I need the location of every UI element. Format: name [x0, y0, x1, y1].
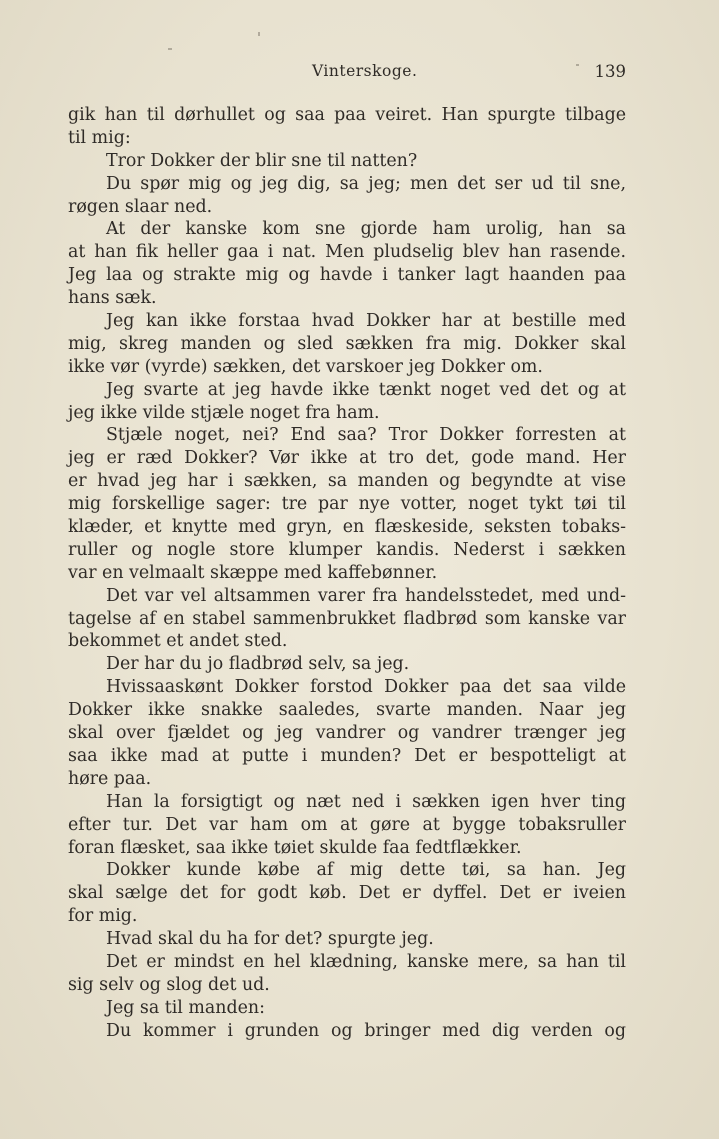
text-line: mig, skreg manden og sled sækken fra mig. Dokker skal: [68, 333, 626, 354]
running-head: Vinterskoge.: [312, 62, 418, 80]
text-line: høre paa.: [68, 768, 152, 789]
text-line: Der har du jo fladbrød selv, sa jeg.: [106, 654, 410, 675]
text-line: Stjæle noget, nei? End saa? Tror Dokker forresten at: [106, 425, 626, 446]
text-line: Hvissaaskønt Dokker forstod Dokker paa det saa vilde: [106, 677, 626, 698]
text-line: Jeg laa og strakte mig og havde i tanker lagt haanden paa: [68, 265, 626, 286]
text-line: efter tur. Det var ham om at gøre at bygge tobaksruller: [68, 814, 626, 835]
text-line: At der kanske kom sne gjorde ham urolig, han sa: [106, 219, 626, 240]
text-line: klæder, et knytte med gryn, en flæskeside, seksten tobaks-: [68, 517, 626, 538]
text-line: ikke vør (vyrde) sækken, det varskoer jeg Dokker om.: [68, 356, 543, 377]
text-line: foran flæsket, saa ikke tøiet skulde faa fedtflækker.: [68, 837, 522, 858]
text-line: Du kommer i grunden og bringer med dig verden og: [106, 1020, 626, 1041]
text-line: mig forskellige sager: tre par nye votter, noget tykt tøi til: [68, 494, 626, 515]
text-line: at han fik heller gaa i nat. Men pludselig blev han rasende.: [68, 242, 626, 263]
text-line: skal over fjældet og jeg vandrer og vandrer trænger jeg: [68, 723, 626, 744]
page-header: [0, 62, 719, 86]
print-speck: [258, 32, 260, 36]
text-line: gik han til dørhullet og saa paa veiret. Han spurgte tilbage: [68, 105, 626, 125]
text-line: jeg er ræd Dokker? Vør ikke at tro det, gode mand. Her: [68, 448, 626, 469]
text-line: Jeg kan ikke forstaa hvad Dokker har at bestille med: [106, 311, 626, 332]
text-line: Det var vel altsammen varer fra handelsstedet, med und-: [106, 585, 626, 606]
text-line: Jeg svarte at jeg havde ikke tænkt noget ved det og at: [106, 379, 626, 400]
text-line: var en velmaalt skæppe med kaffebønner.: [68, 562, 438, 583]
page-number: 139: [594, 62, 626, 81]
text-line: sig selv og slog det ud.: [68, 974, 270, 995]
text-line: Hvad skal du ha for det? spurgte jeg.: [106, 929, 434, 950]
text-line: tagelse af en stabel sammenbrukket fladbrød som kanske var: [68, 608, 626, 629]
text-line: Du spør mig og jeg dig, sa jeg; men det ser ud til sne,: [106, 173, 626, 194]
body-text: [68, 104, 626, 1043]
text-line: saa ikke mad at putte i munden? Det er bespotteligt at: [68, 745, 626, 766]
text-line: Det er mindst en hel klædning, kanske mere, sa han til: [106, 951, 626, 972]
text-line: Jeg sa til manden:: [106, 997, 265, 1018]
text-line: Han la forsigtigt og næt ned i sækken igen hver ting: [106, 791, 626, 812]
text-line: Dokker ikke snakke saaledes, svarte manden. Naar jeg: [68, 700, 626, 721]
text-line: Dokker kunde købe af mig dette tøi, sa han. Jeg: [106, 860, 626, 881]
text-line: til mig:: [68, 127, 131, 148]
text-line: for mig.: [68, 906, 138, 927]
text-line: ruller og nogle store klumper kandis. Nederst i sækken: [68, 539, 626, 560]
text-line: bekommet et andet sted.: [68, 631, 288, 652]
text-line: hans sæk.: [68, 288, 157, 309]
print-speck: [168, 48, 172, 50]
text-line: Tror Dokker der blir sne til natten?: [106, 150, 418, 171]
text-line: skal sælge det for godt køb. Det er dyffel. Det er iveien: [68, 883, 626, 904]
text-line: røgen slaar ned.: [68, 196, 213, 217]
text-line: er hvad jeg har i sækken, sa manden og begyndte at vise: [68, 471, 626, 492]
text-line: jeg ikke vilde stjæle noget fra ham.: [68, 402, 380, 423]
